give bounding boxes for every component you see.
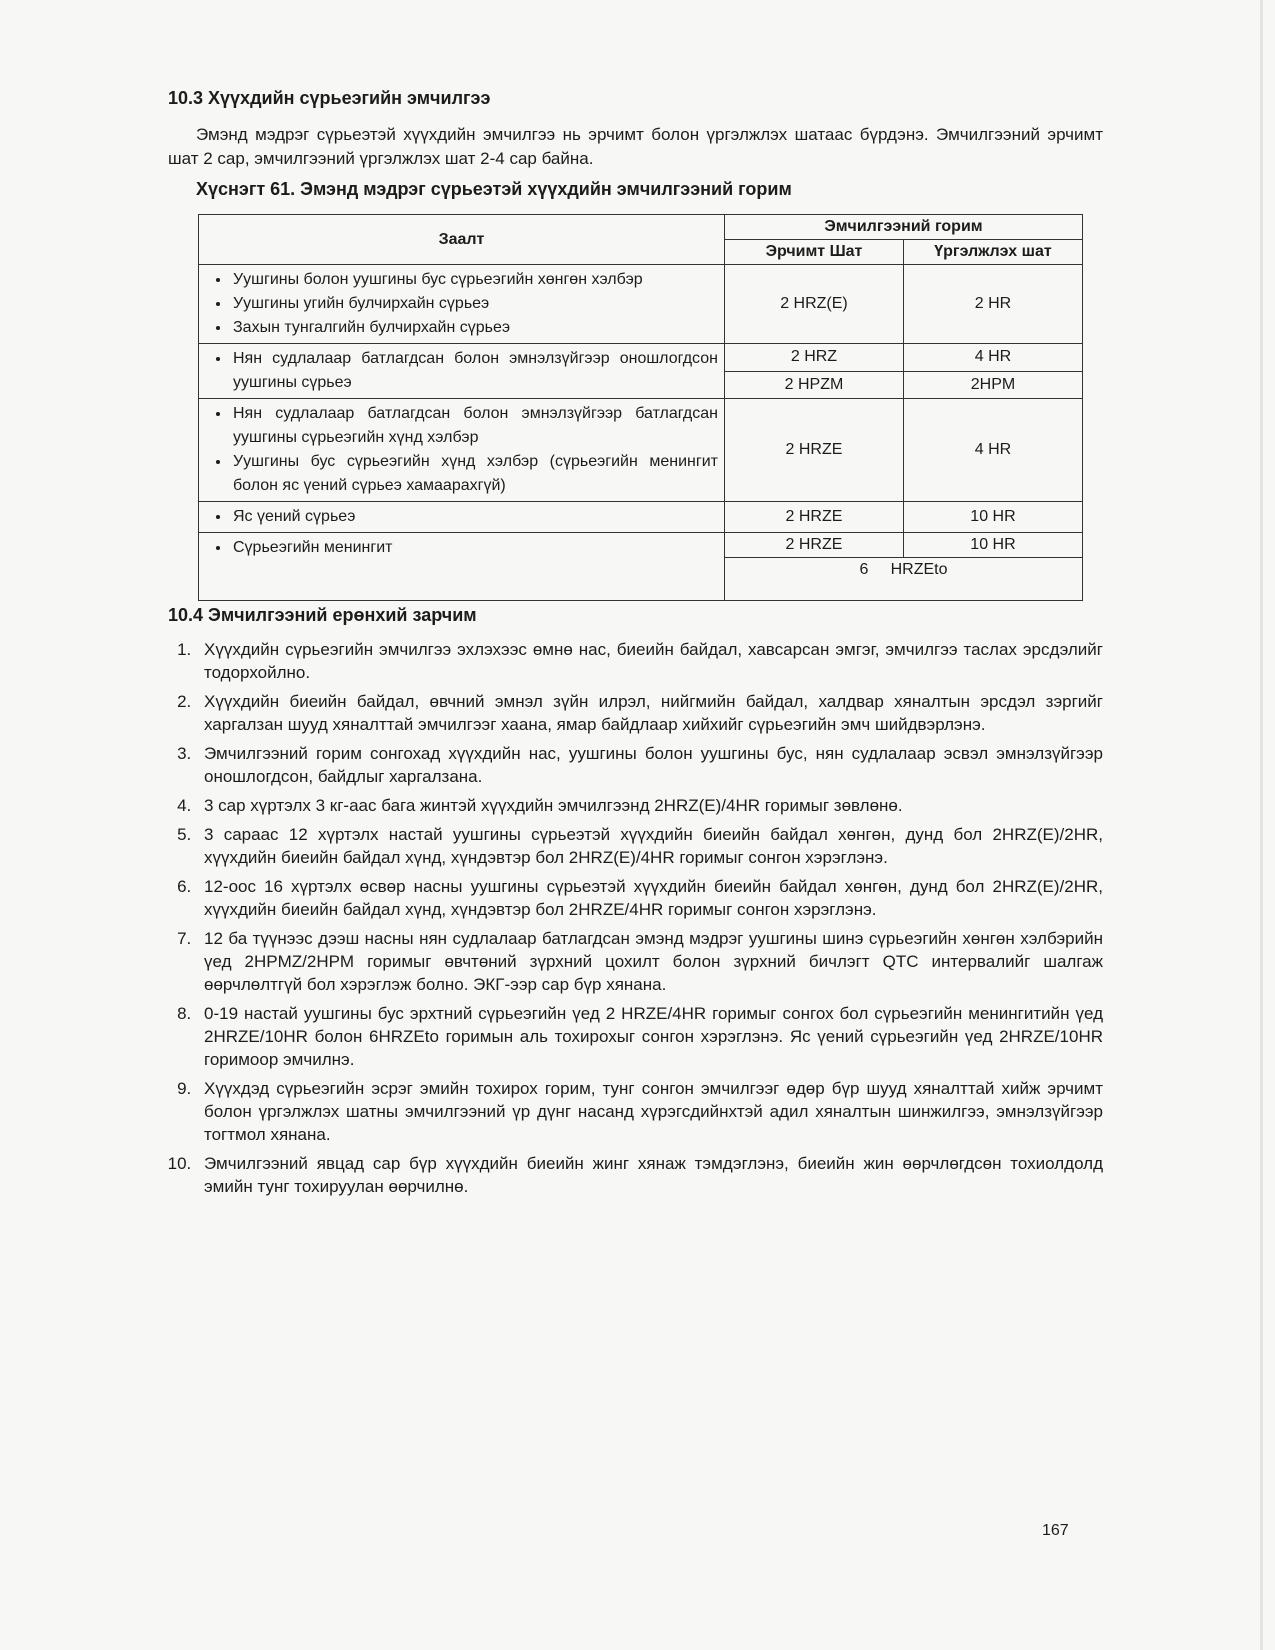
indication-cell xyxy=(199,399,725,502)
indication-item: • Нян судлалаар батлагдсан болон эмнэлзүйгээр оношлогдсон уушгины сүрьеэ xyxy=(231,347,718,395)
alternative-regimen-cell: 6 HRZEto xyxy=(724,558,1082,601)
list-item: 5. 3 сараас 12 хүртэлх настай уушгины сүрьеэтэй хүүхдийн биеийн байдал хөнгөн, дунд бол 2HRZ(E)/2HR, хүүхдийн биеийн байдал хүнд, хүндэвтэр бол 2HRZ(E)/4HR горимыг сонгон хэрэглэнэ. xyxy=(196,823,1103,869)
indication-cell xyxy=(199,533,725,601)
indication-item: • Нян судлалаар батлагдсан болон эмнэлзүйгээр батлагдсан уушгины сүрьеэгийн хүнд хэлбэр xyxy=(231,402,718,450)
continuation-cell: 2 HR xyxy=(903,265,1082,344)
list-item: 4. 3 сар хүртэлх 3 кг-аас бага жинтэй хүүхдийн эмчилгээнд 2HRZ(E)/4HR горимыг зөвлөнө. xyxy=(196,794,1103,817)
continuation-cell: 2HPM xyxy=(903,371,1082,399)
indication-item: • Яс үений сүрьеэ xyxy=(231,505,718,529)
indication-item: • Уушгины болон уушгины бус сүрьеэгийн хөнгөн хэлбэр xyxy=(231,268,718,292)
intensive-cell: 2 HRZE xyxy=(724,533,903,558)
list-item: 2. Хүүхдийн биеийн байдал, өвчний эмнэл зүйн илрэл, нийгмийн байдал, халдвар хяналтын эрсдэл зэргийг харгалзан шууд хяналттай эмчилгээг хаана, ямар байдлаар хийхийг сүрьеэгийн эмч шийдвэрлэнэ. xyxy=(196,690,1103,736)
indication-item: • Сүрьеэгийн менингит xyxy=(231,536,718,560)
page-content xyxy=(168,88,1103,1204)
list-item: 10. Эмчилгээний явцад сар бүр хүүхдийн биеийн жинг хянаж тэмдэглэнэ, биеийн жин өөрчлөгдсөн тохиолдолд эмийн тунг тохируулан өөрчилнө. xyxy=(196,1152,1103,1198)
continuation-cell: 4 HR xyxy=(903,399,1082,502)
page-edge xyxy=(1260,0,1263,1650)
continuation-cell: 4 HR xyxy=(903,344,1082,372)
header-continuation: Үргэлжлэх шат xyxy=(903,240,1082,265)
header-indication: Заалт xyxy=(199,215,725,265)
regimen-table xyxy=(198,214,1083,601)
indication-item: • Захын тунгалгийн булчирхайн сүрьеэ xyxy=(231,316,718,340)
indication-cell xyxy=(199,502,725,533)
page-number: 167 xyxy=(1042,1522,1069,1539)
indication-item: • Уушгины бус сүрьеэгийн хүнд хэлбэр (сүрьеэгийн менингит болон яс үений сүрьеэ хамаарахгүй) xyxy=(231,450,718,498)
section-10-4-title: 10.4 Эмчилгээний ерөнхий зарчим xyxy=(168,605,477,625)
table-row xyxy=(199,344,1083,372)
continuation-cell: 10 HR xyxy=(903,533,1082,558)
table-caption: Хүснэгт 61. Эмэнд мэдрэг сүрьеэтэй хүүхдийн эмчилгээний горим xyxy=(196,179,792,199)
section-10-3-intro: Эмэнд мэдрэг сүрьеэтэй хүүхдийн эмчилгээ нь эрчимт болон үргэлжлэх шатаас бүрдэнэ. Эмчилгээний эрчимт шат 2 сар, эмчилгээний үргэлжлэх шат 2-4 сар байна. xyxy=(168,125,1103,168)
intensive-cell: 2 HRZ(E) xyxy=(724,265,903,344)
table-row xyxy=(199,502,1083,533)
list-item: 7. 12 ба түүнээс дээш насны нян судлалаар батлагдсан эмэнд мэдрэг уушгины шинэ сүрьеэгийн хөнгөн хэлбэрийн үед 2HPMZ/2HPM горимыг өвчтөний зүрхний цохилт болон зүрхний бичлэгт QTC интервалийг шалгаж өөрчлөлтгүй бол хэрэглэж болно. ЭКГ-ээр сар бүр хянана. xyxy=(196,927,1103,996)
list-item: 1. Хүүхдийн сүрьеэгийн эмчилгээ эхлэхээс өмнө нас, биеийн байдал, хавсарсан эмгэг, эмчилгээ таслах эрсдэлийг тодорхойлно. xyxy=(196,638,1103,684)
principles-list xyxy=(168,638,1103,1198)
continuation-cell: 10 HR xyxy=(903,502,1082,533)
intensive-cell: 2 HRZE xyxy=(724,399,903,502)
indication-cell xyxy=(199,265,725,344)
section-10-3-title: 10.3 Хүүхдийн сүрьеэгийн эмчилгээ xyxy=(168,88,491,108)
indication-item: • Уушгины угийн булчирхайн сүрьеэ xyxy=(231,292,718,316)
header-intensive: Эрчимт Шат xyxy=(724,240,903,265)
list-item: 8. 0-19 настай уушгины бус эрхтний сүрьеэгийн үед 2 HRZE/4HR горимыг сонгох бол сүрьеэгийн менингитийн үед 2HRZE/10HR болон 6HRZEto горимын аль тохирохыг сонгон хэрэглэнэ. Яс үений сүрьеэгийн үед 2HRZE/10HR горимоор эмчилнэ. xyxy=(196,1002,1103,1071)
list-item: 3. Эмчилгээний горим сонгохад хүүхдийн нас, уушгины болон уушгины бус, нян судлалаар эсвэл эмнэлзүйгээр оношлогдсон, байдлыг харгалзана. xyxy=(196,742,1103,788)
list-item: 9. Хүүхдэд сүрьеэгийн эсрэг эмийн тохирох горим, тунг сонгон эмчилгээг өдөр бүр шууд хяналттай хийж эрчимт болон үргэлжлэх шатны эмчилгээний үр дүнг насанд хүрэгсдийнхтэй адил хяналтын шинжилгээ, эмнэлзүйгээр тогтмол хянана. xyxy=(196,1077,1103,1146)
table-row xyxy=(199,533,1083,558)
header-regimen: Эмчилгээний горим xyxy=(724,215,1082,240)
intensive-cell: 2 HRZE xyxy=(724,502,903,533)
table-row xyxy=(199,265,1083,344)
indication-cell xyxy=(199,344,725,399)
list-item: 6. 12-оос 16 хүртэлх өсвөр насны уушгины сүрьеэтэй хүүхдийн биеийн байдал хөнгөн, дунд бол 2HRZ(E)/2HR, хүүхдийн биеийн байдал хүнд, хүндэвтэр бол 2HRZE/4HR горимыг сонгон хэрэглэнэ. xyxy=(196,875,1103,921)
intensive-cell: 2 HRZ xyxy=(724,344,903,372)
table-row xyxy=(199,399,1083,502)
intensive-cell: 2 HPZM xyxy=(724,371,903,399)
